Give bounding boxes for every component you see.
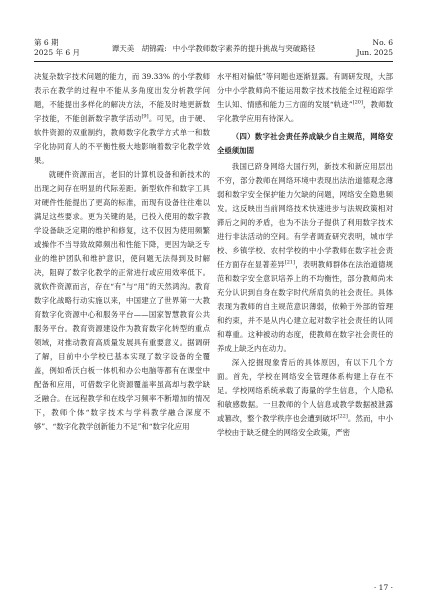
- citation: [9]: [141, 113, 149, 120]
- paragraph-text: ，表明教师群体在法治道德规范和数字安全意识培养上的不均衡性，部分教师尚未充分认识到自身在数字时代所肩负的社会责任。具体表现为教师的自主规范意识薄弱，依赖于外部的管理和约束，并不是从内心建立起对数字社会责任的认同和尊重。这种被动的态度，使教师在数字社会责任的养成上缺乏内在动力。: [217, 260, 393, 353]
- left-column: [34, 70, 210, 434]
- issue-date-cn: 2025 年 6 月: [34, 47, 81, 57]
- issue-info-cn: [34, 38, 80, 57]
- citation: [22]: [337, 413, 348, 420]
- paragraph-text: 。可见，由于硬、软件资源的双重制约，教师数字化教学方式单一和数字化协同育人的不平衡性极大地影响着数字化教学效果。: [34, 114, 210, 165]
- section-heading: （四）数字社会责任养成缺少自主规范，网络安全亟须加固: [217, 132, 393, 155]
- paragraph-text: 。然而，中小学校由于缺乏健全的网络安全政策，严密: [217, 414, 393, 437]
- running-authors: 谭天美 胡锦霞:: [111, 44, 167, 53]
- paragraph: [217, 160, 393, 356]
- issue-date-en: Jun. 2025: [356, 47, 393, 57]
- paragraph-text: ，教师数字化教学应用有待深入。: [217, 100, 393, 123]
- header-rule: [34, 61, 393, 62]
- paragraph: [34, 70, 210, 168]
- paragraph: [217, 70, 393, 126]
- page-number: · 17 ·: [373, 583, 393, 592]
- issue-info-en: [356, 38, 393, 57]
- paragraph-text: 水平相对偏低”等问题也逐渐显露。有调研发现，大部分中小学教师尚不能运用数字技术技能全过程追踪学生认知、情感和能力三方面的发展“轨迹”: [217, 72, 393, 109]
- citation: [20]: [352, 99, 363, 106]
- page-header: [0, 0, 427, 64]
- citation: [21]: [284, 259, 296, 266]
- issue-number-en: No. 6: [372, 38, 393, 47]
- paragraph: [217, 356, 393, 440]
- paragraph-text: 深入挖掘现象背后的具体原因，有以下几个方面。首先，学校在网络安全管理体系构建上存在不足。学校网络系统承载了海量的学生信息，个人隐私和敏感数据。一旦教师的个人信息或教学数据被泄露或篡改，整个教学秩序也会遭到破坏: [217, 358, 393, 423]
- paragraph: 就硬件资源而言，老旧的计算机设备和新技术的出现之间存在明显的代际差距。新型软件和数字工具对硬件性能提出了更高的标准，而现有设备往往难以满足这些要求。更为关键的是，已投入使用的数字教学设备缺乏定期的维护和修复，这不仅因为使用频繁或操作不当导致故障频出和性能下降，更因为缺乏专业的维护团队和维护意识，使问题无法得到及时解决，阻碍了数字化教学的正常进行或应用效率低下。就软件资源而言，存在“有”与“用”的天然鸿沟。教育数字化战略行动实施以来，中国建立了世界第一大教育数字化资源中心和服务平台——国家智慧教育公共服务平台。教育资源建设作为教育数字化转型的重点领域，对推动教育高质量发展具有重要意义。据调研了解，目前中小学校已基本实现了数字设备的全覆盖，例如希沃白板一体机和办公电脑等都有在课堂中配备和应用，可借数字化资源覆盖率虽高却与教学缺乏融合。在远程教学和在线学习频率不断增加的情况下，教师个体“数字技术与学科教学融合深度不够”、“数字化教学创新能力不足”和“数字化应用: [34, 170, 210, 431]
- right-column: [217, 70, 393, 440]
- running-title: [92, 43, 335, 54]
- running-article-title: 中小学教师数字素养的提升挑战与突破路径: [172, 44, 316, 53]
- paragraph-text: 决复杂数字技术问题的能力，而 39.33% 的小学教师表示在教学的过程中不能从多角度出发分析教学问题，不能提出多样化的解决方法，不能及时地更新数字技能，不能创新数字教学活动: [34, 72, 210, 123]
- issue-number-cn: 第 6 期: [34, 38, 59, 47]
- paragraph-text: 我国已跻身网络大国行列，新技术和新应用层出不穷，部分教师在网络环境中表现出法治道德观念薄弱和数字安全保护能力欠缺的问题，网络安全隐患频发。这反映出当前网络技术快速进步与法规政策相对滞后之间的矛盾，也为不法分子提供了利用数字技术进行非法活动的空间。有学者调查研究表明，城市学校、乡镇学校、农村学校的中小学教师在数字社会责任方面存在显著差异: [217, 162, 393, 269]
